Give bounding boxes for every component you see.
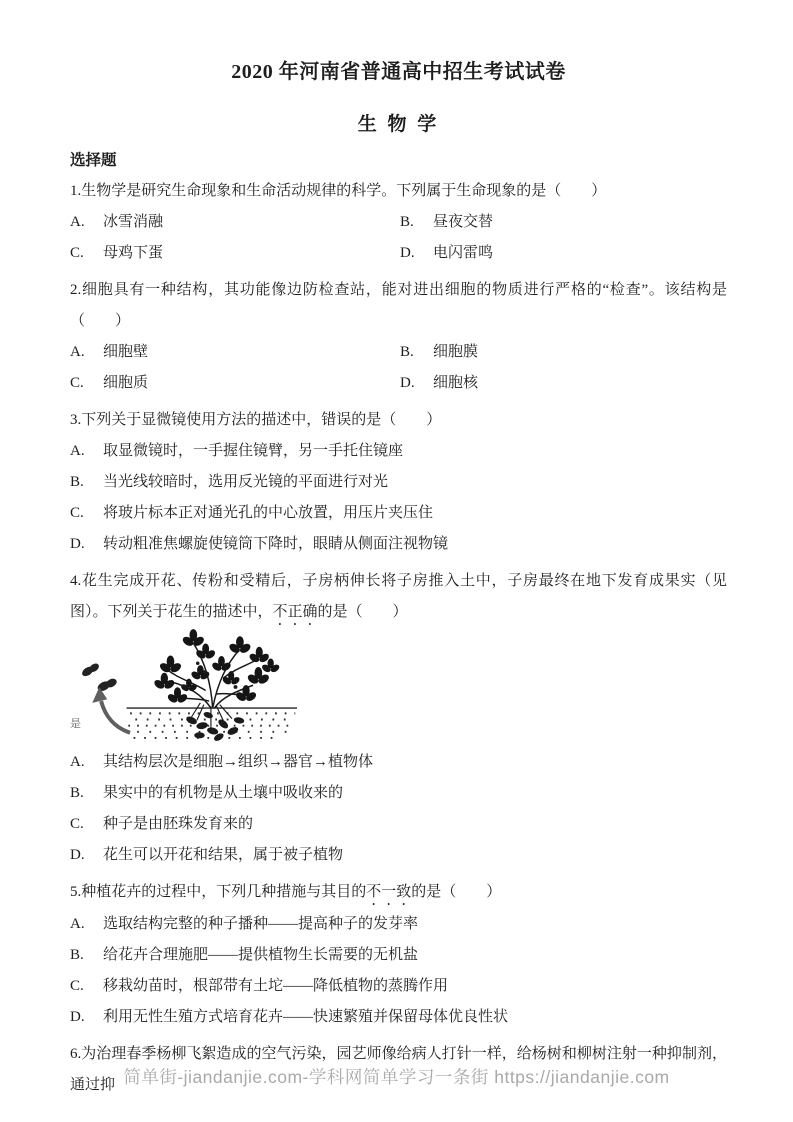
option-5-c — [70, 971, 727, 1002]
option-2-d — [400, 368, 727, 399]
option-label: C. — [70, 505, 84, 521]
question-1 — [70, 176, 727, 269]
option-4-b — [70, 778, 727, 809]
option-label: D. — [400, 245, 415, 261]
emphasized-text: 不正确 — [272, 604, 318, 620]
question-4-figure — [70, 629, 727, 747]
option-text: 给花卉合理施肥——提供植物生长需要的无机盐 — [103, 947, 419, 963]
option-text: 其结构层次是细胞→组织→器官→植物体 — [103, 754, 374, 770]
question-5-stem — [70, 877, 727, 909]
question-1-options — [70, 207, 727, 269]
option-5-d — [70, 1002, 727, 1033]
option-label: B. — [70, 474, 84, 490]
question-number: 5. — [70, 884, 82, 900]
option-label: C. — [70, 978, 84, 994]
option-label: D. — [70, 536, 85, 552]
option-text: 种子是由胚珠发育来的 — [103, 816, 254, 832]
option-label: A. — [70, 754, 85, 770]
option-label: D. — [70, 847, 85, 863]
question-3-stem — [70, 405, 727, 436]
question-stem-text: 的是（ ） — [317, 604, 408, 620]
stray-watermark-char: 是 — [70, 718, 81, 730]
question-stem-text: 种植花卉的过程中，下列几种措施与其目的 — [81, 884, 367, 900]
option-label: B. — [70, 785, 84, 801]
question-4-options — [70, 747, 727, 871]
option-label: C. — [70, 375, 84, 391]
option-label: B. — [400, 344, 414, 360]
question-number: 4. — [70, 573, 82, 589]
subject-title: 生 物 学 — [357, 114, 440, 135]
option-5-a — [70, 909, 727, 940]
option-1-d — [400, 238, 727, 269]
option-2-c — [70, 368, 400, 399]
peanut-plant-figure — [72, 629, 305, 745]
question-stem-text: 生物学是研究生命现象和生命活动规律的科学。下列属于生命现象的是（ ） — [81, 183, 607, 199]
option-4-d — [70, 840, 727, 871]
question-number: 1. — [70, 183, 82, 199]
option-text: 选取结构完整的种子播种——提高种子的发芽率 — [103, 916, 419, 932]
option-text: 利用无性生殖方式培育花卉——快速繁殖并保留母体优良性状 — [103, 1009, 509, 1025]
option-text: 移栽幼苗时，根部带有土坨——降低植物的蒸腾作用 — [103, 978, 449, 994]
option-label: D. — [400, 375, 415, 391]
option-text: 当光线较暗时，选用反光镜的平面进行对光 — [103, 474, 389, 490]
question-stem-text: 为治理春季杨柳飞絮造成的空气污染，园艺师像给病人打针一样，给杨树和柳树注射一种抑制剂，通过抑 — [70, 1046, 727, 1093]
option-text: 取显微镜时，一手握住镜臂，另一手托住镜座 — [103, 443, 404, 459]
question-5-options — [70, 909, 727, 1033]
option-text: 细胞核 — [433, 375, 479, 391]
question-5 — [70, 877, 727, 1033]
option-text: 转动粗准焦螺旋使镜筒下降时，眼睛从侧面注视物镜 — [103, 536, 449, 552]
option-label: A. — [70, 214, 85, 230]
option-3-b — [70, 467, 727, 498]
question-stem-text: 细胞具有一种结构，其功能像边防检查站，能对进出细胞的物质进行严格的“检查”。该结构是（ ） — [70, 282, 727, 329]
question-2-stem — [70, 275, 727, 337]
option-label: A. — [70, 344, 85, 360]
question-4 — [70, 566, 727, 871]
question-2 — [70, 275, 727, 399]
option-1-c — [70, 238, 400, 269]
option-3-a — [70, 436, 727, 467]
option-label: D. — [70, 1009, 85, 1025]
option-text: 细胞质 — [103, 375, 149, 391]
option-3-d — [70, 529, 727, 560]
question-2-options — [70, 337, 727, 399]
option-label: A. — [70, 916, 85, 932]
option-label: A. — [70, 443, 85, 459]
question-3-options — [70, 436, 727, 560]
question-3 — [70, 405, 727, 560]
question-4-stem — [70, 566, 727, 629]
option-label: B. — [70, 947, 84, 963]
option-1-b — [400, 207, 727, 238]
option-text: 细胞壁 — [103, 344, 149, 360]
question-stem-text: 下列关于显微镜使用方法的描述中，错误的是（ ） — [81, 412, 442, 428]
section-label: 选择题 — [70, 152, 117, 169]
option-2-a — [70, 337, 400, 368]
question-stem-text: 的是（ ） — [411, 884, 502, 900]
option-4-c — [70, 809, 727, 840]
question-number: 3. — [70, 412, 82, 428]
option-text: 电闪雷鸣 — [433, 245, 494, 261]
option-4-a — [70, 747, 727, 778]
question-1-stem — [70, 176, 727, 207]
footer-watermark: 简单街-jiandanjie.com-学科网简单学习一条街 https://jiandanjie.com — [123, 1067, 670, 1087]
option-label: C. — [70, 245, 84, 261]
option-text: 将玻片标本正对通光孔的中心放置，用压片夹压住 — [103, 505, 434, 521]
question-stem-text: 花生完成开花、传粉和受精后，子房柄伸长将子房推入土中，子房最终在地下发育成果实（见图）。下列关于花生的描述中， — [70, 573, 727, 620]
question-number: 2. — [70, 282, 82, 298]
option-text: 冰雪消融 — [103, 214, 164, 230]
option-label: C. — [70, 816, 84, 832]
option-5-b — [70, 940, 727, 971]
option-text: 母鸡下蛋 — [103, 245, 164, 261]
option-1-a — [70, 207, 400, 238]
option-3-c — [70, 498, 727, 529]
option-2-b — [400, 337, 727, 368]
option-label: B. — [400, 214, 414, 230]
option-text: 花生可以开花和结果，属于被子植物 — [103, 847, 344, 863]
emphasized-text: 不一致 — [366, 884, 412, 900]
question-number: 6. — [70, 1046, 82, 1062]
option-text: 细胞膜 — [433, 344, 479, 360]
option-text: 果实中的有机物是从土壤中吸收来的 — [103, 785, 344, 801]
page-title: 2020 年河南省普通高中招生考试试卷 — [231, 61, 566, 83]
option-text: 昼夜交替 — [433, 214, 494, 230]
